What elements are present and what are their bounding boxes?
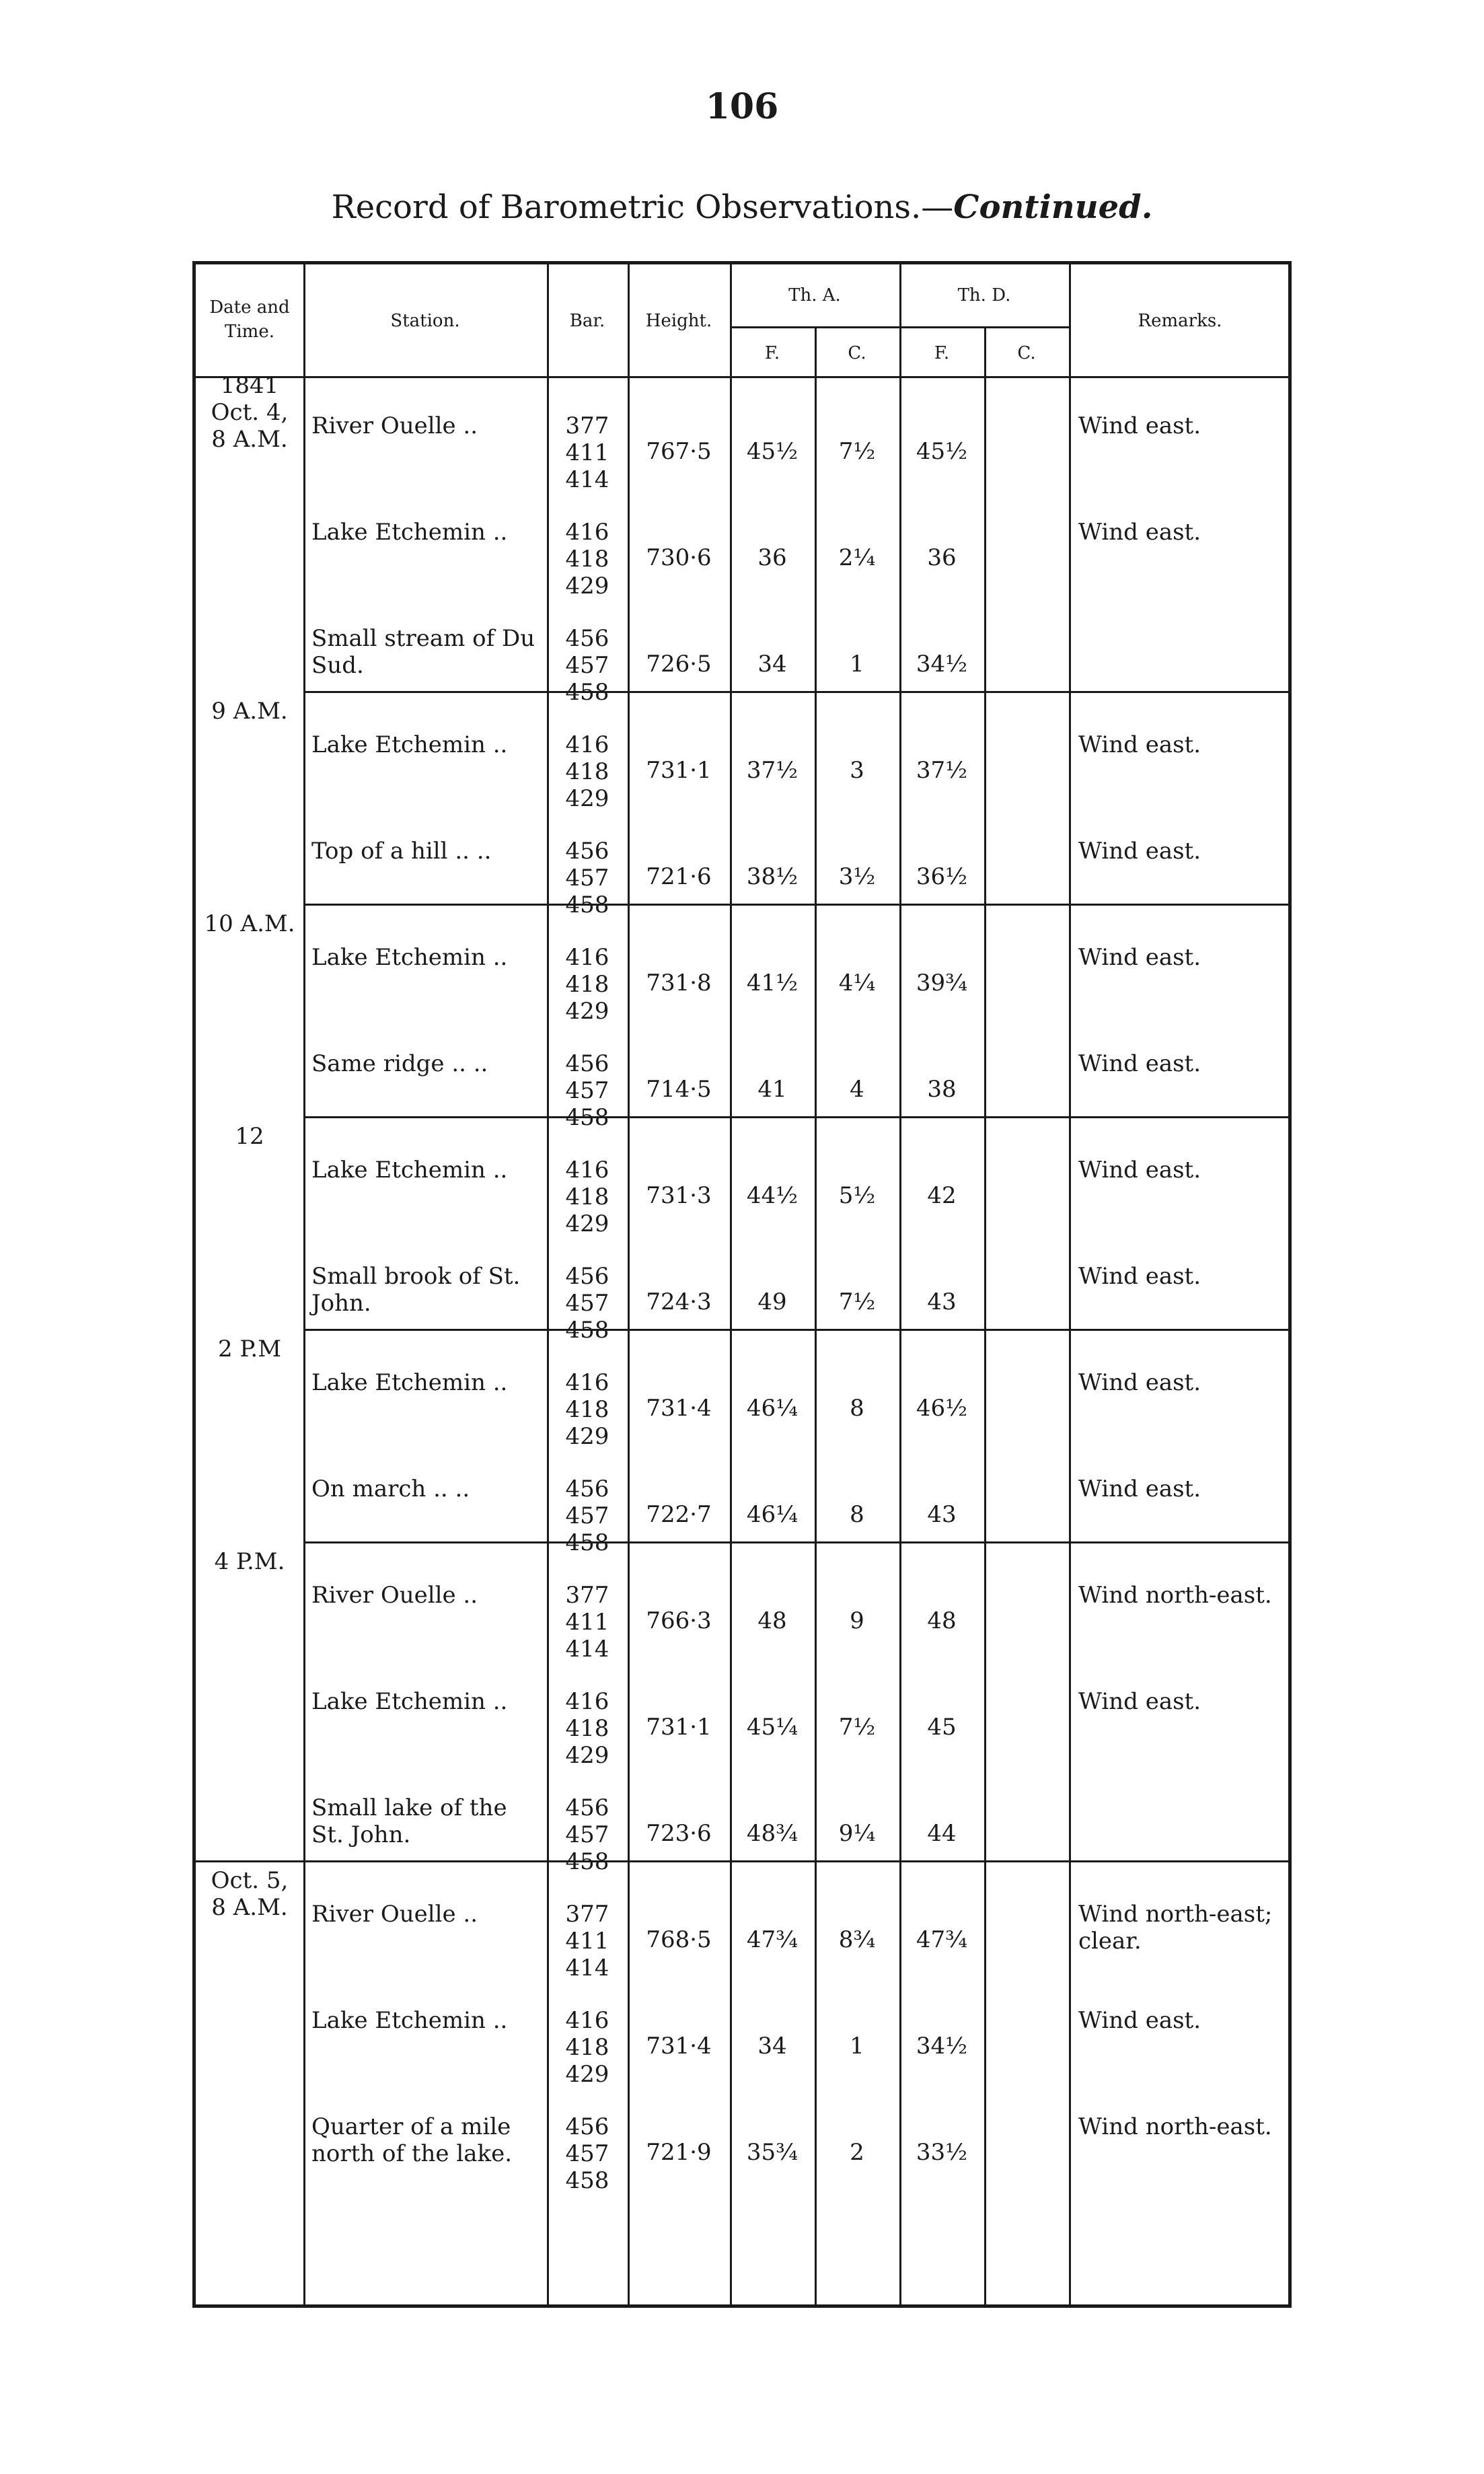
row-thd-f: 36½ xyxy=(916,863,968,890)
row-thd-f: 45 xyxy=(927,1714,957,1741)
row-tha-c: 2¼ xyxy=(838,544,876,571)
header-tha-f: F. xyxy=(764,343,780,363)
row-remarks: Wind east. xyxy=(1078,1157,1201,1184)
row-tha-f: 46¼ xyxy=(746,1501,799,1528)
row-height: 731·4 xyxy=(646,1395,712,1422)
row-remarks: Wind east. xyxy=(1078,1476,1201,1502)
row-tha-c: 1 xyxy=(850,651,864,678)
row-tha-c: 9¼ xyxy=(838,1820,876,1847)
row-thd-f: 43 xyxy=(927,1288,957,1315)
row-remarks: Wind east. xyxy=(1078,519,1201,546)
row-bar: 456 457 458 xyxy=(565,1476,609,1556)
header-bar: Bar. xyxy=(569,311,605,331)
row-bar: 416 418 429 xyxy=(565,519,609,599)
row-bar: 416 418 429 xyxy=(565,1369,609,1450)
row-height: 721·9 xyxy=(646,2139,712,2166)
row-thd-f: 42 xyxy=(927,1182,957,1209)
header-tha-c: C. xyxy=(848,343,866,363)
header-height: Height. xyxy=(645,311,712,331)
row-bar: 416 418 429 xyxy=(565,1688,609,1769)
row-station: River Ouelle .. xyxy=(311,1582,478,1609)
row-date: 12 xyxy=(235,1123,264,1150)
row-thd-f: 38 xyxy=(927,1076,957,1103)
row-date: 2 P.M xyxy=(217,1336,282,1362)
row-remarks: Wind east. xyxy=(1078,731,1201,758)
row-height: 723·6 xyxy=(646,1820,712,1847)
row-thd-f: 34½ xyxy=(916,651,968,678)
header-date: Date and Time. xyxy=(209,297,290,342)
row-bar: 416 418 429 xyxy=(565,731,609,812)
row-tha-c: 2 xyxy=(850,2139,864,2166)
row-tha-f: 48¾ xyxy=(746,1820,799,1847)
row-tha-f: 49 xyxy=(757,1288,787,1315)
row-thd-f: 44 xyxy=(927,1820,957,1847)
row-height: 768·5 xyxy=(646,1926,712,1953)
header-thd-f: F. xyxy=(934,343,950,363)
row-height: 766·3 xyxy=(646,1607,712,1634)
row-bar: 456 457 458 xyxy=(565,1263,609,1344)
row-tha-f: 34 xyxy=(757,2033,787,2060)
title-suffix: Continued. xyxy=(953,188,1153,226)
header-thd-c: C. xyxy=(1017,343,1036,363)
row-tha-f: 44½ xyxy=(746,1182,799,1209)
row-tha-f: 34 xyxy=(757,651,787,678)
row-thd-f: 45½ xyxy=(916,438,968,465)
row-thd-f: 47¾ xyxy=(916,1926,968,1953)
row-height: 731·4 xyxy=(646,2033,712,2060)
row-tha-c: 4¼ xyxy=(838,970,876,996)
row-tha-f: 47¾ xyxy=(746,1926,799,1953)
row-station: Lake Etchemin .. xyxy=(311,731,508,758)
title-text: Record of Barometric Observations.— xyxy=(331,188,954,226)
row-thd-f: 33½ xyxy=(916,2139,968,2166)
row-bar: 456 457 458 xyxy=(565,1050,609,1131)
row-tha-f: 45¼ xyxy=(746,1714,799,1741)
row-tha-f: 35¾ xyxy=(746,2139,799,2166)
row-date: 9 A.M. xyxy=(211,698,288,725)
row-tha-c: 3 xyxy=(850,757,864,784)
row-tha-c: 7½ xyxy=(838,1288,876,1315)
row-thd-f: 39¾ xyxy=(916,970,968,996)
row-remarks: Wind east. xyxy=(1078,1263,1201,1290)
row-bar: 416 418 429 xyxy=(565,2007,609,2088)
row-station: Lake Etchemin .. xyxy=(311,1369,508,1396)
row-station: Lake Etchemin .. xyxy=(311,944,508,971)
row-thd-f: 37½ xyxy=(916,757,968,784)
row-remarks: Wind east. xyxy=(1078,1369,1201,1396)
row-remarks: Wind east. xyxy=(1078,1050,1201,1077)
row-height: 714·5 xyxy=(646,1076,712,1103)
row-bar: 416 418 429 xyxy=(565,1157,609,1237)
row-height: 726·5 xyxy=(646,651,712,678)
row-station: Lake Etchemin .. xyxy=(311,519,508,546)
row-tha-c: 8¾ xyxy=(838,1926,876,1953)
row-remarks: Wind east. xyxy=(1078,838,1201,865)
row-remarks: Wind north-east. xyxy=(1078,1582,1272,1609)
row-height: 731·8 xyxy=(646,970,712,996)
row-tha-c: 5½ xyxy=(838,1182,876,1209)
row-tha-f: 41½ xyxy=(746,970,799,996)
row-station: On march .. .. xyxy=(311,1476,470,1502)
header-th-d: Th. D. xyxy=(957,285,1011,305)
row-tha-c: 7½ xyxy=(838,438,876,465)
row-station: Lake Etchemin .. xyxy=(311,1688,508,1715)
row-remarks: Wind north-east; clear. xyxy=(1078,1901,1273,1955)
row-remarks: Wind east. xyxy=(1078,1688,1201,1715)
row-height: 767·5 xyxy=(646,438,712,465)
row-date: 4 P.M. xyxy=(214,1548,285,1575)
row-height: 721·6 xyxy=(646,863,712,890)
header-th-a: Th. A. xyxy=(788,285,841,305)
row-bar: 456 457 458 xyxy=(565,838,609,918)
row-date: Oct. 5, 8 A.M. xyxy=(211,1867,289,1921)
row-station: Small brook of St. John. xyxy=(311,1263,521,1317)
row-thd-f: 36 xyxy=(927,544,957,571)
row-station: Lake Etchemin .. xyxy=(311,2007,508,2034)
row-height: 731·1 xyxy=(646,1714,712,1741)
row-tha-f: 48 xyxy=(757,1607,787,1634)
row-tha-f: 45½ xyxy=(746,438,799,465)
row-thd-f: 43 xyxy=(927,1501,957,1528)
observations-table xyxy=(192,261,1292,2308)
row-tha-f: 46¼ xyxy=(746,1395,799,1422)
row-tha-c: 3½ xyxy=(838,863,876,890)
row-height: 731·3 xyxy=(646,1182,712,1209)
row-tha-f: 37½ xyxy=(746,757,799,784)
page-title xyxy=(0,188,1484,226)
row-thd-f: 34½ xyxy=(916,2033,968,2060)
row-station: Quarter of a mile north of the lake. xyxy=(311,2113,513,2167)
row-bar: 456 457 458 xyxy=(565,2113,609,2194)
row-station: Same ridge .. .. xyxy=(311,1050,488,1077)
row-station: River Ouelle .. xyxy=(311,1901,478,1928)
row-thd-f: 46½ xyxy=(916,1395,968,1422)
row-bar: 377 411 414 xyxy=(565,1901,609,1981)
row-height: 722·7 xyxy=(646,1501,712,1528)
row-tha-c: 8 xyxy=(850,1395,864,1422)
row-height: 730·6 xyxy=(646,544,712,571)
row-tha-c: 9 xyxy=(850,1607,864,1634)
header-remarks: Remarks. xyxy=(1138,311,1222,331)
row-bar: 377 411 414 xyxy=(565,412,609,493)
row-tha-f: 38½ xyxy=(746,863,799,890)
row-tha-f: 41 xyxy=(757,1076,787,1103)
row-tha-c: 1 xyxy=(850,2033,864,2060)
row-bar: 456 457 458 xyxy=(565,1794,609,1875)
row-tha-c: 7½ xyxy=(838,1714,876,1741)
row-date: 1841 Oct. 4, 8 A.M. xyxy=(211,372,289,453)
row-bar: 377 411 414 xyxy=(565,1582,609,1663)
row-station: River Ouelle .. xyxy=(311,412,478,439)
row-bar: 456 457 458 xyxy=(565,625,609,706)
row-station: Top of a hill .. .. xyxy=(311,838,492,865)
row-remarks: Wind east. xyxy=(1078,412,1201,439)
row-remarks: Wind east. xyxy=(1078,2007,1201,2034)
page-number: 106 xyxy=(705,86,779,127)
row-station: Small stream of Du Sud. xyxy=(311,625,535,679)
row-tha-c: 8 xyxy=(850,1501,864,1528)
row-height: 724·3 xyxy=(646,1288,712,1315)
row-date: 10 A.M. xyxy=(204,910,295,937)
row-bar: 416 418 429 xyxy=(565,944,609,1025)
row-tha-f: 36 xyxy=(757,544,787,571)
row-thd-f: 48 xyxy=(927,1607,957,1634)
row-height: 731·1 xyxy=(646,757,712,784)
row-station: Small lake of the St. John. xyxy=(311,1794,507,1848)
row-remarks: Wind north-east. xyxy=(1078,2113,1272,2140)
row-tha-c: 4 xyxy=(850,1076,864,1103)
header-station: Station. xyxy=(390,311,460,331)
row-remarks: Wind east. xyxy=(1078,944,1201,971)
row-station: Lake Etchemin .. xyxy=(311,1157,508,1184)
